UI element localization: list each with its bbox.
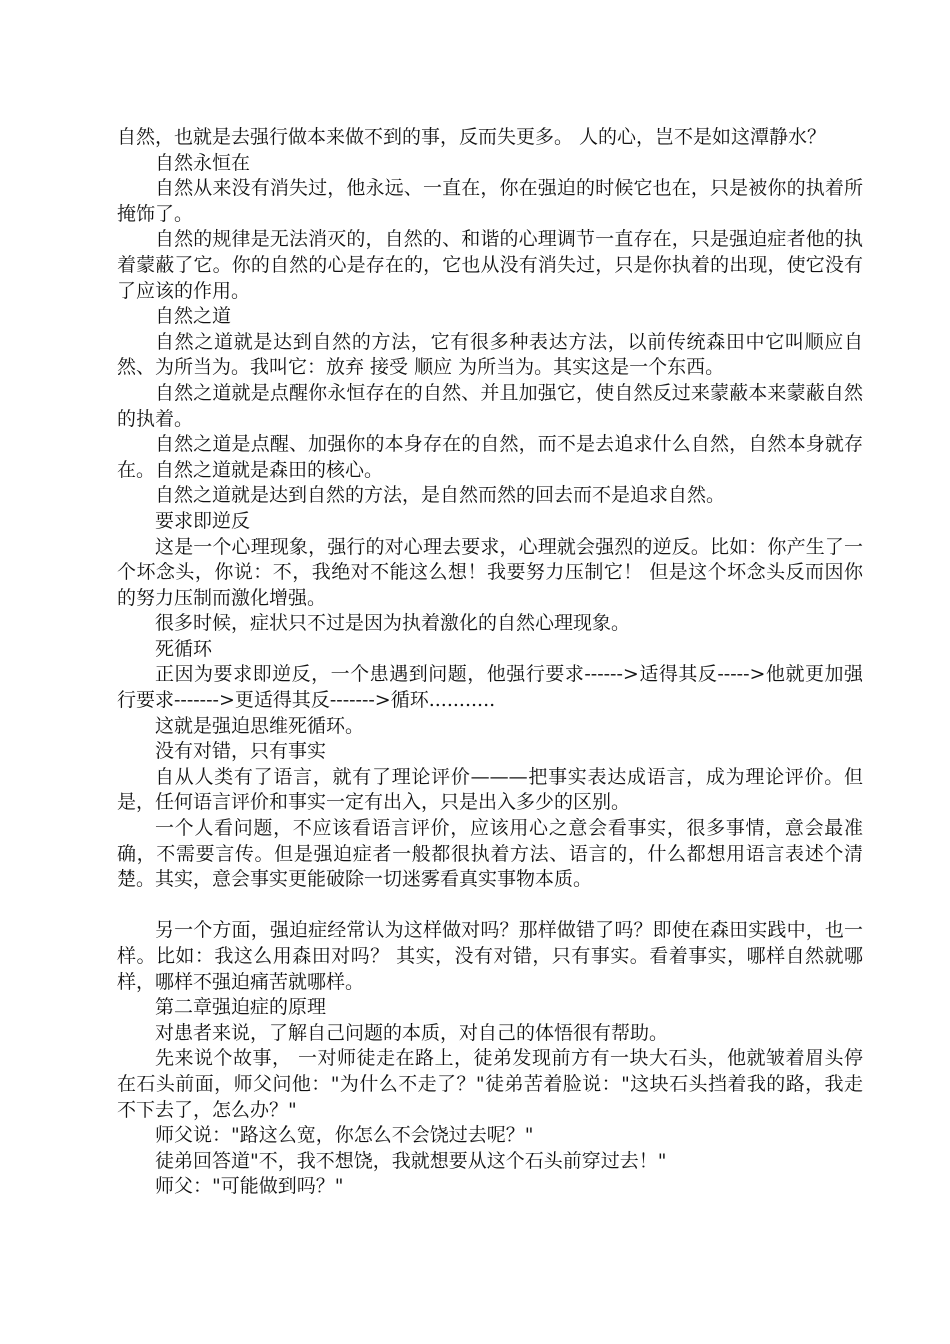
body-paragraph: 另一个方面，强迫症经常认为这样做对吗？那样做错了吗？即使在森田实践中，也一样。比如：我这么用森田对吗？ 其实，没有对错，只有事实。看着事实，哪样自然就哪样，哪样不强迫痛苦就哪样。 [117, 919, 863, 993]
chapter-heading: 第二章强迫症的原理 [155, 996, 327, 1019]
body-paragraph: 师父说："路这么宽，你怎么不会饶过去呢？" [155, 1124, 534, 1147]
body-paragraph: 自然之道就是达到自然的方法，是自然而然的回去而不是追求自然。 [155, 484, 726, 507]
section-heading: 自然之道 [155, 305, 232, 328]
body-paragraph: 正因为要求即逆反，一个患遇到问题，他强行要求------>适得其反----->他就更加强行要求------->更适得其反------->循环........... [117, 663, 863, 712]
blank-line [117, 893, 863, 919]
body-paragraph: 自然，也就是去强行做本来做不到的事，反而失更多。 人的心，岂不是如这潭静水？ [117, 126, 827, 148]
body-paragraph: 先来说个故事， 一对师徒走在路上，徒弟发现前方有一块大石头，他就皱着眉头停在石头前面，师父问他："为什么不走了？"徒弟苦着脸说："这块石头挡着我的路，我走不下去了，怎么办？" [117, 1047, 863, 1121]
body-paragraph: 对患者来说，了解自己问题的本质，对自己的体悟很有帮助。 [155, 1021, 669, 1044]
body-paragraph: 自然之道是点醒、加强你的本身存在的自然，而不是去追求什么自然，自然本身就存在。自然之道就是森田的核心。 [117, 433, 863, 481]
body-paragraph: 很多时候，症状只不过是因为执着激化的自然心理现象。 [155, 612, 631, 635]
body-paragraph: 这是一个心理现象，强行的对心理去要求，心理就会强烈的逆反。比如：你产生了一个坏念头，你说：不，我绝对不能这么想！我要努力压制它！ 但是这个坏念头反而因你的努力压制而激化增强。 [117, 535, 863, 609]
body-paragraph: 自然的规律是无法消灭的，自然的、和谐的心理调节一直存在，只是强迫症者他的执着蒙蔽了它。你的自然的心是存在的，它也从没有消失过，只是你执着的出现，使它没有了应该的作用。 [117, 228, 863, 302]
body-paragraph: 自从人类有了语言，就有了理论评价———把事实表达成语言，成为理论评价。但是，任何语言评价和事实一定有出入，只是出入多少的区别。 [117, 765, 863, 814]
document-page [117, 125, 863, 1200]
body-paragraph: 师父："可能做到吗？" [155, 1175, 344, 1198]
body-paragraph: 徒弟回答道"不，我不想饶，我就想要从这个石头前穿过去！" [155, 1149, 667, 1172]
body-paragraph: 这就是强迫思维死循环。 [155, 714, 365, 737]
body-paragraph: 一个人看问题，不应该看语言评价，应该用心之意会看事实，很多事情，意会最准确，不需要言传。但是强迫症者一般都很执着方法、语言的，什么都想用语言表述个清楚。其实，意会事实更能破除一切迷雾看真实事物本质。 [117, 817, 863, 891]
body-paragraph: 自然从来没有消失过，他永远、一直在，你在强迫的时候它也在，只是被你的执着所掩饰了。 [117, 177, 863, 225]
section-heading: 要求即逆反 [155, 509, 251, 532]
section-heading: 没有对错，只有事实 [155, 740, 327, 763]
section-heading: 死循环 [155, 637, 213, 660]
body-paragraph: 自然之道就是点醒你永恒存在的自然、并且加强它，使自然反过来蒙蔽本来蒙蔽自然的执着。 [117, 381, 863, 430]
section-heading: 自然永恒在 [155, 151, 251, 174]
body-paragraph: 自然之道就是达到自然的方法，它有很多种表达方法，以前传统森田中它叫顺应自然、为所当为。我叫它：放弃 接受 顺应 为所当为。其实这是一个东西。 [117, 330, 863, 379]
